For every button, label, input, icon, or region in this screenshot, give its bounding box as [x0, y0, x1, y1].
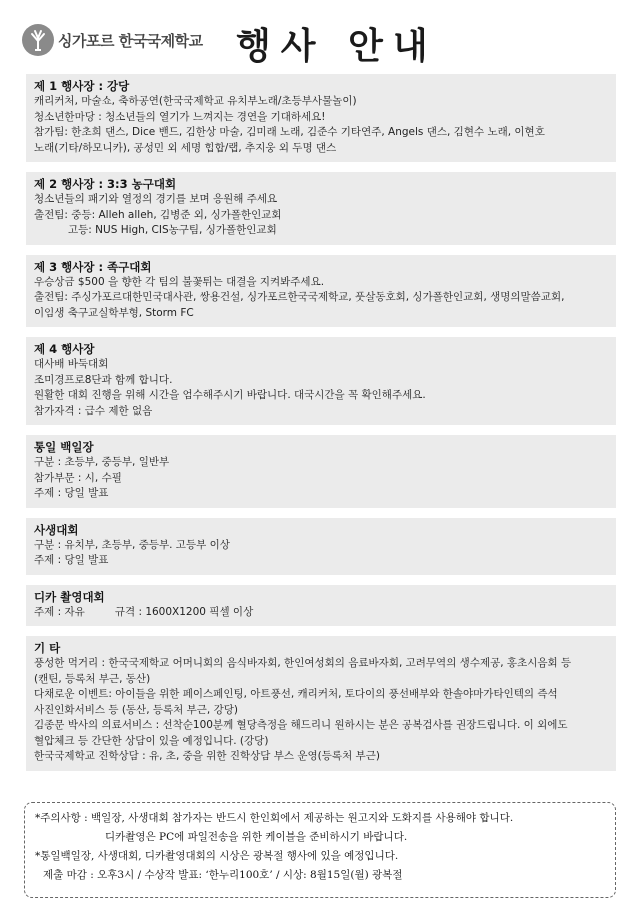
notice-line: 제출 마감 : 오후3시 / 수상작 발표: ‘한누리100호’ / 시상: 8월15일(월) 광복절 — [43, 869, 403, 881]
section-etc — [26, 636, 616, 771]
notice-line: *통일백일장, 사생대회, 디카촬영대회의 시상은 광복절 행사에 있을 예정입니다. — [35, 850, 399, 862]
section-line: 청소년들의 패기와 열정의 경기를 보며 응원해 주세요 — [34, 193, 278, 205]
section-line: 청소년한마당 : 청소년들의 열기가 느껴지는 경연을 기대하세요! — [34, 110, 326, 123]
section-line: 주제 : 자유 규격 : 1600X1200 픽셀 이상 — [34, 605, 254, 618]
tree-icon — [22, 24, 54, 56]
notice-box — [24, 802, 616, 898]
section-line: 다채로운 이벤트: 아이들을 위한 페이스페인팅, 아트풍선, 캐리커처, 토다이의 풍선배부와 한솔야마가타인텍의 즉석 — [34, 688, 558, 700]
section-line: 고등: NUS High, CIS농구팀, 싱가폴한인교회 — [68, 224, 277, 236]
section-line: 주제 : 당일 발표 — [34, 554, 109, 566]
event-sections — [26, 74, 616, 781]
section-title: 제 2 행사장 : 3:3 농구대회 — [34, 177, 177, 191]
section-line: 캐리커처, 마술쇼, 축하공연(한국국제학교 유치부노래/초등부사물놀이) — [34, 95, 357, 107]
section-line: 구분 : 유치부, 초등부, 중등부. 고등부 이상 — [34, 538, 230, 551]
section-title: 제 4 행사장 — [34, 342, 95, 356]
section-line: 출전팀: 중등: Alleh alleh, 김병준 외, 싱가폴한인교회 — [34, 208, 282, 221]
section-essay-contest — [26, 435, 616, 508]
section-line: 참가자격 : 급수 제한 없음 — [34, 404, 153, 417]
section-line: 노래(기타/하모니카), 공성민 외 세명 힙합/랩, 추지웅 외 두명 댄스 — [34, 141, 337, 154]
section-title: 제 3 행사장 : 족구대회 — [34, 259, 152, 274]
school-logo — [22, 24, 54, 56]
section-line: 한국국제학교 진학상담 : 유, 초, 중을 위한 진학상담 부스 운영(등록처 부근) — [34, 750, 380, 762]
section-line: 참가부문 : 시, 수필 — [34, 471, 122, 484]
page-title: 행사 안내 — [236, 25, 438, 67]
section-venue-3 — [26, 255, 616, 328]
section-title: 통일 백일장 — [34, 440, 94, 454]
section-drawing-contest — [26, 518, 616, 575]
section-title: 사생대회 — [34, 522, 79, 537]
page-header — [0, 0, 642, 72]
section-venue-1 — [26, 74, 616, 162]
section-line: 출전팀: 주싱가포르대한민국대사관, 쌍용건설, 싱가포르한국국제학교, 풋살동호회, 싱가폴한인교회, 생명의말씀교회, — [34, 291, 565, 303]
notice-line: *주의사항 : 백일장, 사생대회 참가자는 반드시 한인회에서 제공하는 원고지와 도화지를 사용해야 합니다. — [35, 812, 514, 824]
section-venue-4 — [26, 337, 616, 425]
section-line: (캔틴, 등록처 부근, 동산) — [34, 672, 151, 685]
section-line: 이임생 축구교실학부형, Storm FC — [34, 306, 194, 319]
school-name: 싱가포르 한국국제학교 — [58, 32, 203, 50]
section-line: 혈압체크 등 간단한 상담이 있을 예정입니다. (강당) — [34, 734, 269, 747]
section-line: 조미경프로8단과 함께 합니다. — [34, 373, 173, 386]
section-line: 사진인화서비스 등 (동산, 등록처 부근, 강당) — [34, 703, 238, 716]
section-line: 참가팀: 한초희 댄스, Dice 밴드, 김한상 마술, 김미래 노래, 김준수 기타연주, Angels 댄스, 김현수 노래, 이현호 — [34, 126, 545, 138]
section-line: 김종문 박사의 의료서비스 : 선착순100분께 혈당측정을 해드리니 원하시는 분은 공복검사를 권장드립니다. 이 외에도 — [34, 719, 568, 731]
section-venue-2 — [26, 172, 616, 245]
section-line: 대사배 바둑대회 — [34, 358, 109, 370]
section-photo-contest — [26, 585, 616, 627]
section-line: 우승상금 $500 을 향한 각 팀의 불꽃튀는 대결을 지켜봐주세요. — [34, 275, 325, 288]
section-title: 제 1 행사장 : 강당 — [34, 79, 130, 93]
section-title: 디카 촬영대회 — [34, 589, 105, 604]
section-line: 구분 : 초등부, 중등부, 일반부 — [34, 456, 170, 468]
section-line: 주제 : 당일 발표 — [34, 487, 109, 499]
section-title: 기 타 — [34, 641, 61, 655]
section-line: 원활한 대회 진행을 위해 시간을 엄수해주시기 바랍니다. 대국시간을 꼭 확인해주세요. — [34, 389, 426, 401]
notice-line: 디카촬영은 PC에 파일전송을 위한 케이블을 준비하시기 바랍니다. — [105, 831, 408, 843]
section-line: 풍성한 먹거리 : 한국국제학교 어머니회의 음식바자회, 한인여성회의 음료바자회, 고려무역의 생수제공, 홍초시음회 등 — [34, 657, 572, 669]
